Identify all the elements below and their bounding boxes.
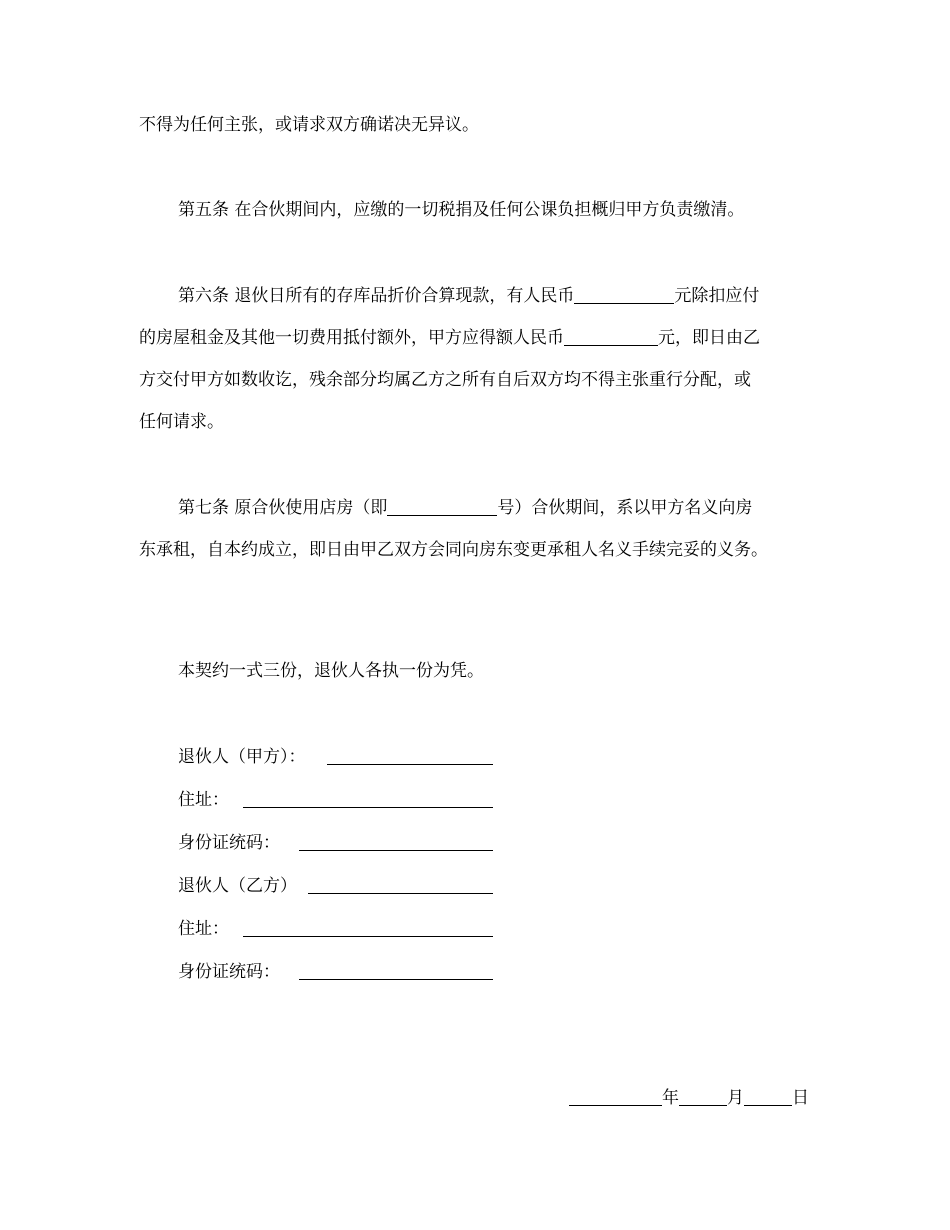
article-6-line-4 xyxy=(139,410,224,434)
article-7-line-2 xyxy=(139,538,768,562)
paragraph-continuation xyxy=(139,113,479,137)
address-b xyxy=(178,917,229,941)
text-segment: 号）合伙期间，系以甲方名义向房 xyxy=(497,498,753,518)
text-line: 方交付甲方如数收讫，残余部分均属乙方之所有自后双方均不得主张重行分配，或 xyxy=(139,370,751,390)
party-b-signature-blank xyxy=(308,875,493,894)
field-label: 住址： xyxy=(178,790,229,810)
text-segment: 第六条 退伙日所有的存库品折价合算现款，有人民币 xyxy=(178,286,575,306)
year-label: 年 xyxy=(662,1088,679,1108)
address-b-blank xyxy=(243,918,493,937)
day-label: 日 xyxy=(792,1088,809,1108)
text-segment: 的房屋租金及其他一切费用抵付额外，甲方应得额人民币 xyxy=(139,328,564,348)
text-line: 东承租，自本约成立，即日由甲乙双方会同向房东变更承租人名义手续完妥的义务。 xyxy=(139,540,768,560)
year-blank xyxy=(569,1087,662,1106)
text-segment: 第七条 原合伙使用店房（即 xyxy=(178,498,388,518)
shop-number-blank xyxy=(387,497,497,516)
article-7-line-1 xyxy=(178,496,752,520)
address-a-blank xyxy=(243,789,493,808)
signature-party-b xyxy=(178,874,297,898)
field-label: 住址： xyxy=(178,919,229,939)
article-6-line-1 xyxy=(178,284,759,308)
field-label: 身份证统码： xyxy=(178,833,280,853)
text-line: 任何请求。 xyxy=(139,412,224,432)
field-label: 退伙人（甲方）： xyxy=(178,747,306,767)
text-line: 不得为任何主张，或请求双方确诺决无异议。 xyxy=(139,115,479,135)
day-blank xyxy=(744,1087,792,1106)
article-6-line-3 xyxy=(139,368,751,392)
text-line: 第五条 在合伙期间内，应缴的一切税捐及任何公课负担概归甲方负责缴清。 xyxy=(178,200,745,220)
closing-statement xyxy=(178,659,484,683)
field-label: 退伙人（乙方） xyxy=(178,876,297,896)
amount-blank xyxy=(564,327,658,346)
month-blank xyxy=(679,1087,727,1106)
article-5 xyxy=(178,198,744,222)
field-label: 身份证统码： xyxy=(178,962,280,982)
id-a xyxy=(178,831,280,855)
id-b-blank xyxy=(299,961,493,980)
address-a xyxy=(178,788,229,812)
text-segment: 元，即日由乙 xyxy=(658,328,760,348)
date-line xyxy=(569,1086,809,1110)
article-6-line-2 xyxy=(139,326,760,350)
month-label: 月 xyxy=(727,1088,744,1108)
text-line: 本契约一式三份，退伙人各执一份为凭。 xyxy=(178,661,484,681)
party-a-signature-blank xyxy=(327,746,493,765)
signature-party-a xyxy=(178,745,306,769)
amount-blank xyxy=(574,285,674,304)
id-a-blank xyxy=(299,832,493,851)
id-b xyxy=(178,960,280,984)
text-segment: 元除扣应付 xyxy=(674,286,760,306)
